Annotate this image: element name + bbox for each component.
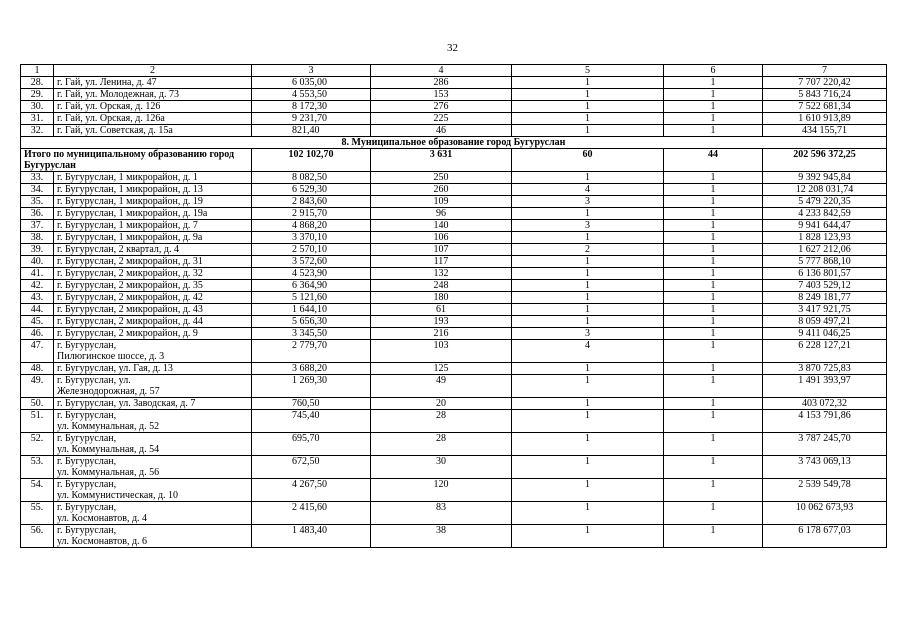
column-5-cell: 1 xyxy=(512,280,664,292)
address-line: г. Бугуруслан, 2 микрорайон, д. 43 xyxy=(57,304,203,315)
address-line: г. Бугуруслан, xyxy=(57,456,117,467)
residents-cell: 28 xyxy=(371,433,512,456)
column-5-cell: 1 xyxy=(512,113,664,125)
cost-cell: 1 828 123,93 xyxy=(763,232,887,244)
area-cell: 672,50 xyxy=(252,456,371,479)
address-cell xyxy=(54,208,252,220)
total-column-6: 44 xyxy=(664,149,763,172)
column-6-cell: 1 xyxy=(664,398,763,410)
area-cell: 4 267,50 xyxy=(252,479,371,502)
row-number: 37. xyxy=(21,220,54,232)
area-cell: 1 269,30 xyxy=(252,375,371,398)
table-row xyxy=(21,456,887,479)
table-row xyxy=(21,268,887,280)
column-6-cell: 1 xyxy=(664,479,763,502)
residents-cell: 248 xyxy=(371,280,512,292)
column-6-cell: 1 xyxy=(664,184,763,196)
address-cell xyxy=(54,363,252,375)
section-row xyxy=(21,137,887,149)
cost-cell: 1 610 913,89 xyxy=(763,113,887,125)
column-6-cell: 1 xyxy=(664,525,763,548)
address-line: г. Бугуруслан, 1 микрорайон, д. 1 xyxy=(57,172,198,183)
row-number: 42. xyxy=(21,280,54,292)
residents-cell: 96 xyxy=(371,208,512,220)
address-line: г. Бугуруслан, 1 микрорайон, д. 9а xyxy=(57,232,203,243)
cost-cell: 4 233 842,59 xyxy=(763,208,887,220)
residents-cell: 216 xyxy=(371,328,512,340)
column-5-cell: 1 xyxy=(512,268,664,280)
area-cell: 5 121,60 xyxy=(252,292,371,304)
address-cell xyxy=(54,328,252,340)
column-5-cell: 1 xyxy=(512,502,664,525)
row-number: 44. xyxy=(21,304,54,316)
column-5-cell: 1 xyxy=(512,232,664,244)
table-row xyxy=(21,340,887,363)
cost-cell: 9 392 945,84 xyxy=(763,172,887,184)
address-cell xyxy=(54,232,252,244)
column-6-cell: 1 xyxy=(664,268,763,280)
cost-cell: 6 178 677,03 xyxy=(763,525,887,548)
page-number: 32 xyxy=(447,42,458,54)
total-cost: 202 596 372,25 xyxy=(763,149,887,172)
residents-cell: 125 xyxy=(371,363,512,375)
address-cell xyxy=(54,113,252,125)
table-row xyxy=(21,184,887,196)
row-number: 28. xyxy=(21,77,54,89)
column-6-cell: 1 xyxy=(664,304,763,316)
row-number: 38. xyxy=(21,232,54,244)
cost-cell: 403 072,32 xyxy=(763,398,887,410)
cost-cell: 7 707 220,42 xyxy=(763,77,887,89)
table-row xyxy=(21,220,887,232)
address-cell xyxy=(54,244,252,256)
column-5-cell: 1 xyxy=(512,292,664,304)
table-row xyxy=(21,232,887,244)
area-cell: 8 082,50 xyxy=(252,172,371,184)
table-row xyxy=(21,113,887,125)
column-6-cell: 1 xyxy=(664,375,763,398)
table-row xyxy=(21,89,887,101)
address-cell xyxy=(54,502,252,525)
row-number: 51. xyxy=(21,410,54,433)
column-5-cell: 1 xyxy=(512,456,664,479)
address-cell xyxy=(54,89,252,101)
section-title: 8. Муниципальное образование город Бугуруслан xyxy=(21,137,887,149)
residents-cell: 286 xyxy=(371,77,512,89)
column-6-cell: 1 xyxy=(664,280,763,292)
residents-cell: 153 xyxy=(371,89,512,101)
residents-cell: 28 xyxy=(371,410,512,433)
table-row xyxy=(21,304,887,316)
address-line: г. Бугуруслан, xyxy=(57,433,117,444)
table-row xyxy=(21,328,887,340)
address-line: г. Бугуруслан, 2 микрорайон, д. 35 xyxy=(57,280,203,291)
residents-cell: 250 xyxy=(371,172,512,184)
cost-cell: 6 228 127,21 xyxy=(763,340,887,363)
residents-cell: 109 xyxy=(371,196,512,208)
table-row xyxy=(21,375,887,398)
address-cell xyxy=(54,304,252,316)
residents-cell: 107 xyxy=(371,244,512,256)
row-number: 43. xyxy=(21,292,54,304)
row-number: 50. xyxy=(21,398,54,410)
address-line: г. Бугуруслан, 2 микрорайон, д. 9 xyxy=(57,328,198,339)
column-6-cell: 1 xyxy=(664,433,763,456)
residents-cell: 106 xyxy=(371,232,512,244)
total-area: 102 102,70 xyxy=(252,149,371,172)
row-number: 46. xyxy=(21,328,54,340)
cost-cell: 9 941 644,47 xyxy=(763,220,887,232)
table-row xyxy=(21,433,887,456)
row-number: 54. xyxy=(21,479,54,502)
address-cell xyxy=(54,280,252,292)
address-line: г. Бугуруслан, xyxy=(57,479,117,490)
address-cell xyxy=(54,268,252,280)
table-row xyxy=(21,196,887,208)
column-6-cell: 1 xyxy=(664,232,763,244)
address-cell xyxy=(54,316,252,328)
address-line: г. Бугуруслан, 2 микрорайон, д. 42 xyxy=(57,292,203,303)
address-line: г. Бугуруслан, 2 микрорайон, д. 31 xyxy=(57,256,203,267)
address-line: г. Гай, ул. Советская, д. 15а xyxy=(57,125,173,136)
column-5-cell: 1 xyxy=(512,316,664,328)
address-line: г. Бугуруслан, ул. Заводская, д. 7 xyxy=(57,398,196,409)
column-header: 5 xyxy=(512,65,664,77)
address-line: г. Гай, ул. Орская, д. 126 xyxy=(57,101,161,112)
column-6-cell: 1 xyxy=(664,172,763,184)
column-6-cell: 1 xyxy=(664,363,763,375)
column-header: 2 xyxy=(54,65,252,77)
cost-cell: 2 539 549,78 xyxy=(763,479,887,502)
cost-cell: 434 155,71 xyxy=(763,125,887,137)
column-5-cell: 1 xyxy=(512,433,664,456)
table-row xyxy=(21,363,887,375)
row-number: 29. xyxy=(21,89,54,101)
address-cell xyxy=(54,410,252,433)
area-cell: 3 688,20 xyxy=(252,363,371,375)
area-cell: 2 570,10 xyxy=(252,244,371,256)
column-6-cell: 1 xyxy=(664,196,763,208)
residents-cell: 49 xyxy=(371,375,512,398)
row-number: 55. xyxy=(21,502,54,525)
area-cell: 6 529,30 xyxy=(252,184,371,196)
residents-cell: 225 xyxy=(371,113,512,125)
address-line-2: ул. Коммунистическая, д. 10 xyxy=(57,490,179,501)
column-5-cell: 4 xyxy=(512,184,664,196)
address-cell xyxy=(54,101,252,113)
column-6-cell: 1 xyxy=(664,410,763,433)
address-line: г. Бугуруслан, xyxy=(57,525,117,536)
table-row xyxy=(21,256,887,268)
column-6-cell: 1 xyxy=(664,244,763,256)
row-number: 45. xyxy=(21,316,54,328)
address-line: г. Гай, ул. Молодежная, д. 73 xyxy=(57,89,179,100)
row-number: 36. xyxy=(21,208,54,220)
table-row xyxy=(21,525,887,548)
area-cell: 2 415,60 xyxy=(252,502,371,525)
column-6-cell: 1 xyxy=(664,256,763,268)
area-cell: 2 779,70 xyxy=(252,340,371,363)
column-6-cell: 1 xyxy=(664,328,763,340)
area-cell: 4 553,50 xyxy=(252,89,371,101)
column-6-cell: 1 xyxy=(664,101,763,113)
column-5-cell: 1 xyxy=(512,304,664,316)
row-number: 56. xyxy=(21,525,54,548)
area-cell: 6 364,90 xyxy=(252,280,371,292)
residents-cell: 38 xyxy=(371,525,512,548)
address-cell xyxy=(54,456,252,479)
column-6-cell: 1 xyxy=(664,113,763,125)
column-5-cell: 1 xyxy=(512,172,664,184)
column-5-cell: 3 xyxy=(512,196,664,208)
row-number: 53. xyxy=(21,456,54,479)
column-5-cell: 1 xyxy=(512,101,664,113)
address-cell xyxy=(54,340,252,363)
address-cell xyxy=(54,479,252,502)
address-line: г. Бугуруслан, 1 микрорайон, д. 7 xyxy=(57,220,198,231)
column-5-cell: 3 xyxy=(512,328,664,340)
row-number: 32. xyxy=(21,125,54,137)
column-5-cell: 1 xyxy=(512,363,664,375)
column-5-cell: 1 xyxy=(512,479,664,502)
column-6-cell: 1 xyxy=(664,502,763,525)
residents-cell: 120 xyxy=(371,479,512,502)
address-line-2: Железнодорожная, д. 57 xyxy=(57,386,160,397)
column-5-cell: 1 xyxy=(512,208,664,220)
residents-cell: 46 xyxy=(371,125,512,137)
column-header: 4 xyxy=(371,65,512,77)
area-cell: 6 035,00 xyxy=(252,77,371,89)
residents-cell: 140 xyxy=(371,220,512,232)
column-6-cell: 1 xyxy=(664,456,763,479)
residents-cell: 117 xyxy=(371,256,512,268)
area-cell: 4 523,90 xyxy=(252,268,371,280)
area-cell: 1 644,10 xyxy=(252,304,371,316)
address-line: г. Бугуруслан, ул. xyxy=(57,375,131,386)
table-row xyxy=(21,502,887,525)
residents-cell: 20 xyxy=(371,398,512,410)
row-number: 34. xyxy=(21,184,54,196)
address-line: г. Бугуруслан, xyxy=(57,340,117,351)
address-line-2: ул. Космонавтов, д. 6 xyxy=(57,536,148,547)
table-row xyxy=(21,479,887,502)
address-cell xyxy=(54,433,252,456)
area-cell: 821,40 xyxy=(252,125,371,137)
address-line: г. Бугуруслан, 1 микрорайон, д. 19 xyxy=(57,196,203,207)
column-header: 1 xyxy=(21,65,54,77)
area-cell: 3 345,50 xyxy=(252,328,371,340)
cost-cell: 6 136 801,57 xyxy=(763,268,887,280)
address-cell xyxy=(54,256,252,268)
address-cell xyxy=(54,172,252,184)
area-cell: 3 370,10 xyxy=(252,232,371,244)
cost-cell: 1 491 393,97 xyxy=(763,375,887,398)
area-cell: 1 483,40 xyxy=(252,525,371,548)
row-number: 48. xyxy=(21,363,54,375)
cost-cell: 5 777 868,10 xyxy=(763,256,887,268)
row-number: 41. xyxy=(21,268,54,280)
address-cell xyxy=(54,184,252,196)
column-6-cell: 1 xyxy=(664,77,763,89)
column-5-cell: 1 xyxy=(512,410,664,433)
address-line: г. Бугуруслан, 1 микрорайон, д. 19а xyxy=(57,208,208,219)
residents-cell: 180 xyxy=(371,292,512,304)
residents-cell: 276 xyxy=(371,101,512,113)
row-number: 30. xyxy=(21,101,54,113)
address-line: г. Бугуруслан, 2 квартал, д. 4 xyxy=(57,244,180,255)
address-cell xyxy=(54,196,252,208)
address-line: г. Бугуруслан, 2 микрорайон, д. 44 xyxy=(57,316,203,327)
row-number: 39. xyxy=(21,244,54,256)
table-row xyxy=(21,292,887,304)
residents-cell: 30 xyxy=(371,456,512,479)
area-cell: 760,50 xyxy=(252,398,371,410)
column-6-cell: 1 xyxy=(664,208,763,220)
cost-cell: 7 403 529,12 xyxy=(763,280,887,292)
table-row xyxy=(21,410,887,433)
column-5-cell: 1 xyxy=(512,77,664,89)
column-5-cell: 1 xyxy=(512,398,664,410)
column-5-cell: 1 xyxy=(512,256,664,268)
address-line-2: Пилюгинское шоссе, д. 3 xyxy=(57,351,165,362)
column-6-cell: 1 xyxy=(664,220,763,232)
total-column-5: 60 xyxy=(512,149,664,172)
total-row xyxy=(21,149,887,172)
column-6-cell: 1 xyxy=(664,125,763,137)
cost-cell: 8 249 181,77 xyxy=(763,292,887,304)
cost-cell: 3 787 245,70 xyxy=(763,433,887,456)
cost-cell: 5 843 716,24 xyxy=(763,89,887,101)
residents-cell: 103 xyxy=(371,340,512,363)
area-cell: 5 656,30 xyxy=(252,316,371,328)
table-row xyxy=(21,172,887,184)
cost-cell: 5 479 220,35 xyxy=(763,196,887,208)
column-header: 3 xyxy=(252,65,371,77)
address-cell xyxy=(54,77,252,89)
row-number: 35. xyxy=(21,196,54,208)
column-5-cell: 1 xyxy=(512,89,664,101)
address-cell xyxy=(54,125,252,137)
address-line-2: ул. Коммунальная, д. 56 xyxy=(57,467,160,478)
total-residents: 3 631 xyxy=(371,149,512,172)
cost-cell: 3 743 069,13 xyxy=(763,456,887,479)
address-line-2: ул. Космонавтов, д. 4 xyxy=(57,513,148,524)
column-header: 7 xyxy=(763,65,887,77)
column-5-cell: 1 xyxy=(512,525,664,548)
column-6-cell: 1 xyxy=(664,316,763,328)
column-6-cell: 1 xyxy=(664,89,763,101)
column-5-cell: 2 xyxy=(512,244,664,256)
address-cell xyxy=(54,292,252,304)
table-row xyxy=(21,77,887,89)
address-line: г. Бугуруслан, xyxy=(57,410,117,421)
cost-cell: 1 627 212,06 xyxy=(763,244,887,256)
column-5-cell: 3 xyxy=(512,220,664,232)
row-number: 40. xyxy=(21,256,54,268)
area-cell: 4 868,20 xyxy=(252,220,371,232)
address-cell xyxy=(54,220,252,232)
table-row xyxy=(21,244,887,256)
residents-cell: 260 xyxy=(371,184,512,196)
housing-table xyxy=(20,64,887,548)
column-6-cell: 1 xyxy=(664,340,763,363)
address-line-2: ул. Коммунальная, д. 54 xyxy=(57,444,160,455)
cost-cell: 9 411 046,25 xyxy=(763,328,887,340)
table-row xyxy=(21,208,887,220)
area-cell: 8 172,30 xyxy=(252,101,371,113)
residents-cell: 83 xyxy=(371,502,512,525)
row-number: 49. xyxy=(21,375,54,398)
table-row xyxy=(21,280,887,292)
address-line: г. Бугуруслан, 2 микрорайон, д. 32 xyxy=(57,268,203,279)
row-number: 52. xyxy=(21,433,54,456)
address-line: г. Гай, ул. Ленина, д. 47 xyxy=(57,77,157,88)
table-row xyxy=(21,398,887,410)
residents-cell: 61 xyxy=(371,304,512,316)
table-row xyxy=(21,316,887,328)
cost-cell: 3 417 921,75 xyxy=(763,304,887,316)
address-line: г. Гай, ул. Орская, д. 126а xyxy=(57,113,165,124)
address-line: г. Бугуруслан, 1 микрорайон, д. 13 xyxy=(57,184,203,195)
area-cell: 3 572,60 xyxy=(252,256,371,268)
address-cell xyxy=(54,398,252,410)
cost-cell: 4 153 791,86 xyxy=(763,410,887,433)
table-row xyxy=(21,101,887,113)
column-header: 6 xyxy=(664,65,763,77)
residents-cell: 193 xyxy=(371,316,512,328)
address-line: г. Бугуруслан, xyxy=(57,502,117,513)
address-cell xyxy=(54,375,252,398)
row-number: 47. xyxy=(21,340,54,363)
cost-cell: 3 870 725,83 xyxy=(763,363,887,375)
cost-cell: 10 062 673,93 xyxy=(763,502,887,525)
cost-cell: 8 059 497,21 xyxy=(763,316,887,328)
column-5-cell: 1 xyxy=(512,125,664,137)
address-line: г. Бугуруслан, ул. Гая, д. 13 xyxy=(57,363,173,374)
area-cell: 2 915,70 xyxy=(252,208,371,220)
table-row xyxy=(21,125,887,137)
area-cell: 2 843,60 xyxy=(252,196,371,208)
cost-cell: 12 208 031,74 xyxy=(763,184,887,196)
row-number: 31. xyxy=(21,113,54,125)
address-cell xyxy=(54,525,252,548)
column-5-cell: 1 xyxy=(512,375,664,398)
cost-cell: 7 522 681,34 xyxy=(763,101,887,113)
area-cell: 745,40 xyxy=(252,410,371,433)
address-line-2: ул. Коммунальная, д. 52 xyxy=(57,421,160,432)
residents-cell: 132 xyxy=(371,268,512,280)
area-cell: 695,70 xyxy=(252,433,371,456)
column-6-cell: 1 xyxy=(664,292,763,304)
total-label: Итого по муниципальному образованию город Бугуруслан xyxy=(21,149,252,172)
row-number: 33. xyxy=(21,172,54,184)
table-header-row xyxy=(21,65,887,77)
area-cell: 9 231,70 xyxy=(252,113,371,125)
column-5-cell: 4 xyxy=(512,340,664,363)
